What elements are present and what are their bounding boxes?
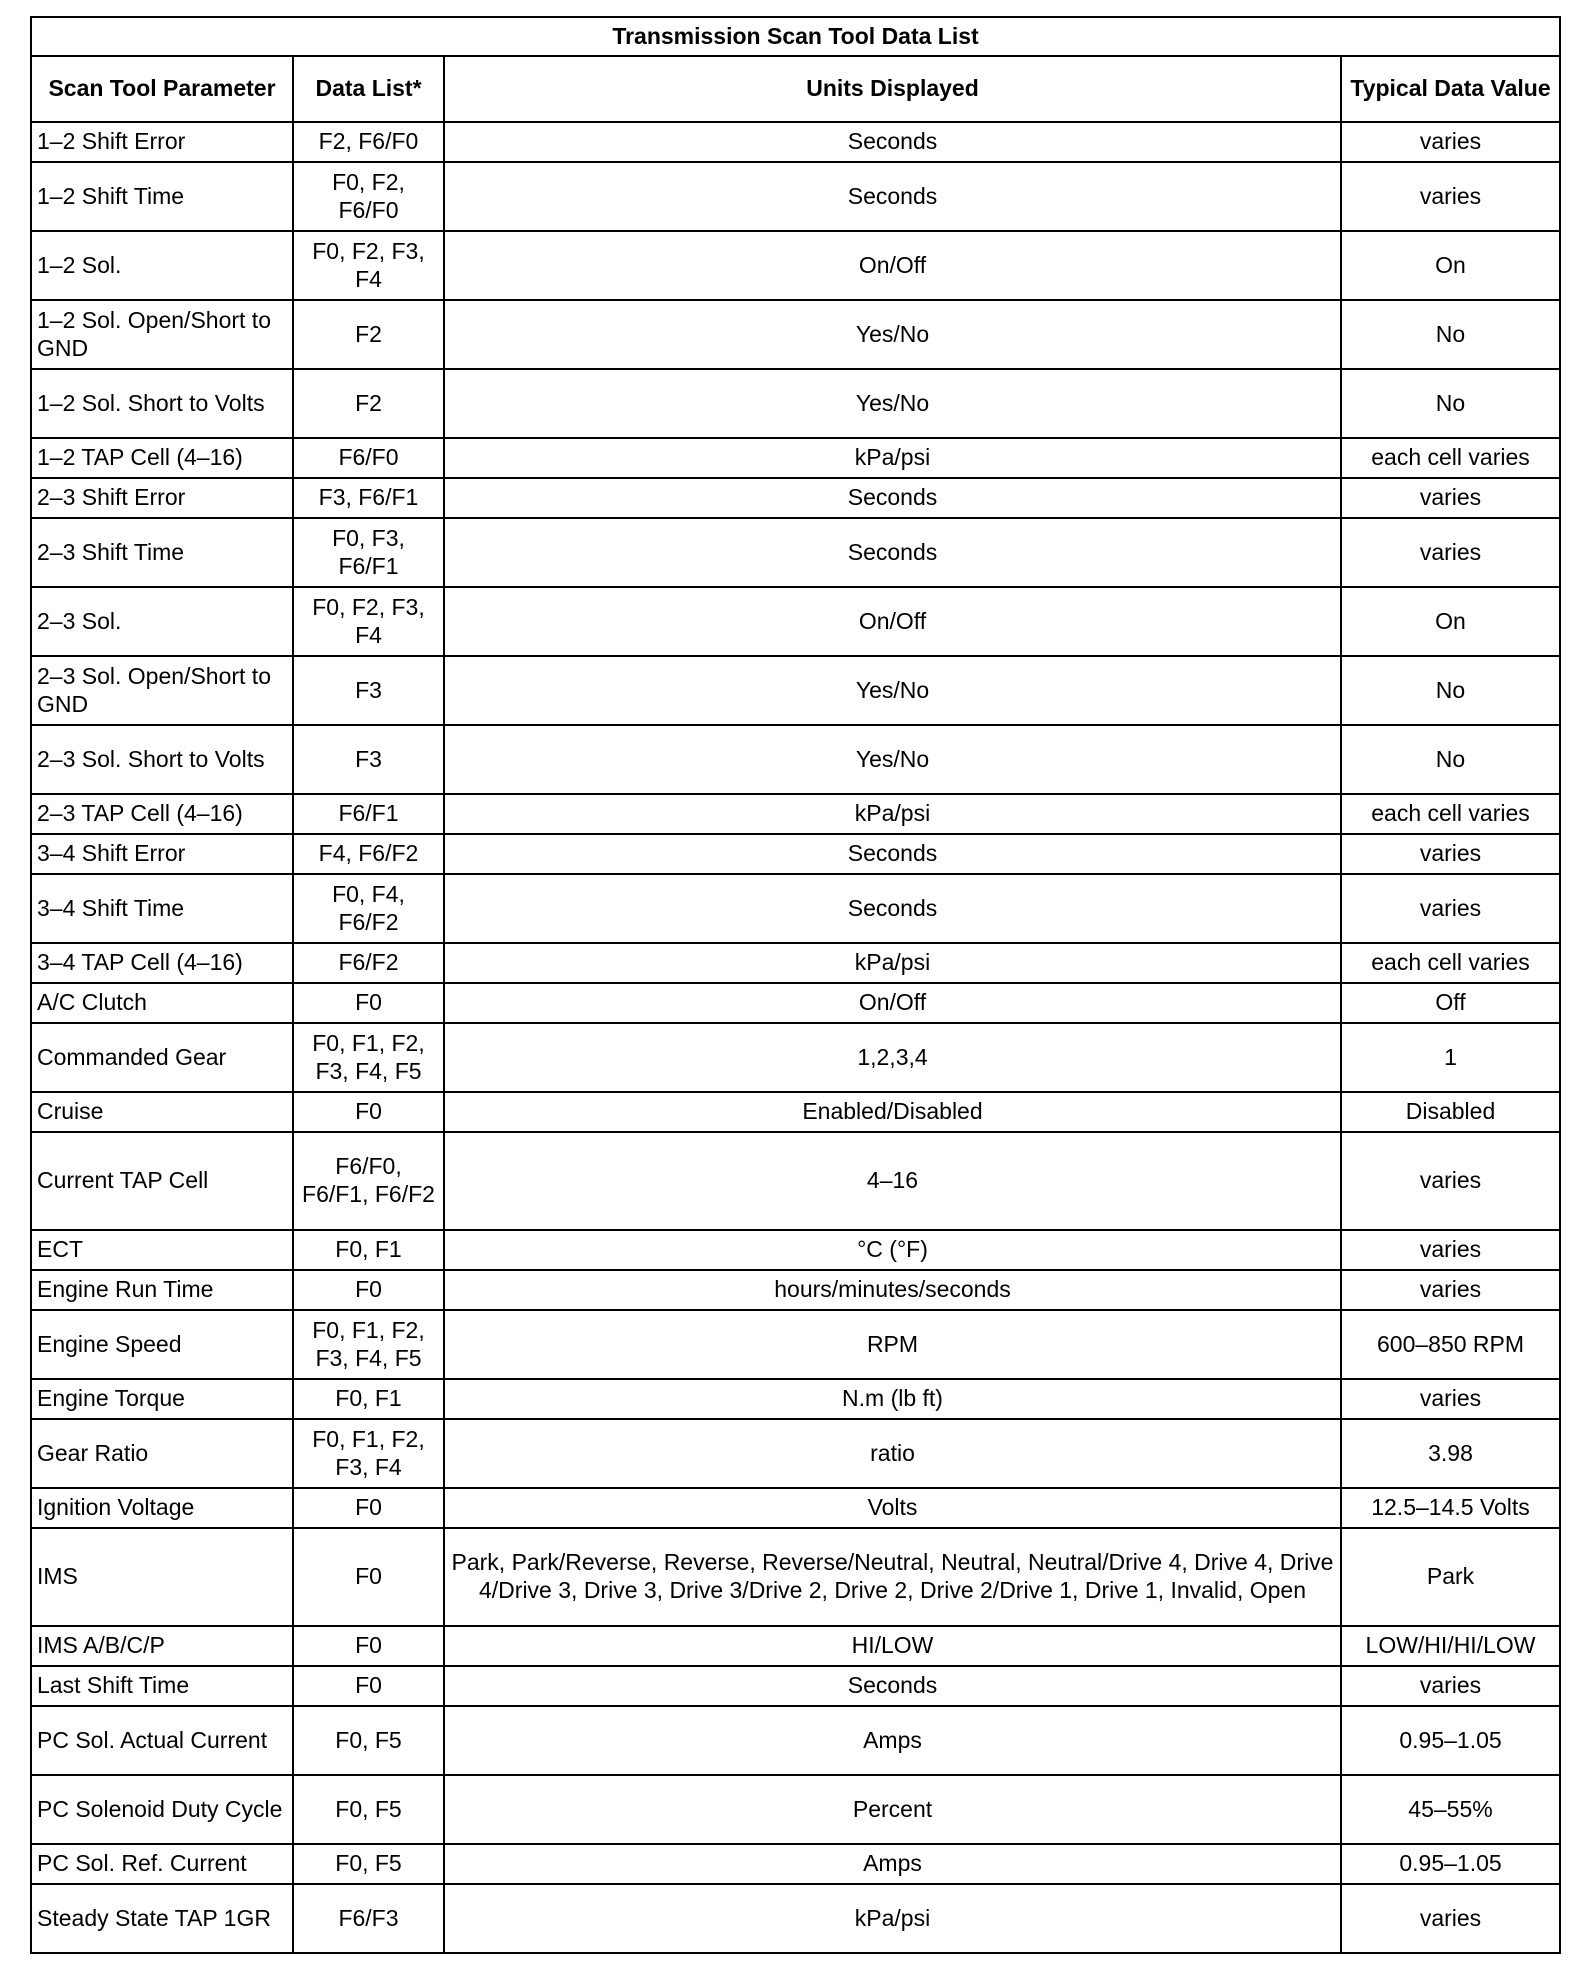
cell-data-list: F3 xyxy=(293,725,444,794)
cell-units: On/Off xyxy=(444,587,1341,656)
cell-data-list: F0, F2, F3, F4 xyxy=(293,587,444,656)
cell-param: 3–4 Shift Time xyxy=(31,874,293,943)
cell-units: Yes/No xyxy=(444,300,1341,369)
table-row xyxy=(31,300,1560,369)
cell-param: Engine Speed xyxy=(31,1310,293,1379)
cell-data-list: F0 xyxy=(293,1092,444,1132)
cell-units: N.m (lb ft) xyxy=(444,1379,1341,1419)
cell-typical: 45–55% xyxy=(1341,1775,1560,1844)
cell-typical: 0.95–1.05 xyxy=(1341,1844,1560,1884)
cell-typical: each cell varies xyxy=(1341,943,1560,983)
cell-typical: No xyxy=(1341,725,1560,794)
table-row xyxy=(31,725,1560,794)
cell-units: Seconds xyxy=(444,834,1341,874)
cell-typical: varies xyxy=(1341,1666,1560,1706)
table-row xyxy=(31,518,1560,587)
cell-param: Engine Run Time xyxy=(31,1270,293,1310)
cell-typical: varies xyxy=(1341,1270,1560,1310)
table-body xyxy=(31,122,1560,1953)
table-row xyxy=(31,122,1560,162)
cell-data-list: F0, F4, F6/F2 xyxy=(293,874,444,943)
cell-param: IMS xyxy=(31,1528,293,1626)
cell-units: On/Off xyxy=(444,983,1341,1023)
table-row xyxy=(31,162,1560,231)
cell-param: IMS A/B/C/P xyxy=(31,1626,293,1666)
table-row xyxy=(31,1419,1560,1488)
col-header-parameter: Scan Tool Parameter xyxy=(31,56,293,122)
cell-param: 1–2 Sol. xyxy=(31,231,293,300)
cell-data-list: F4, F6/F2 xyxy=(293,834,444,874)
table-row xyxy=(31,1706,1560,1775)
table-row xyxy=(31,943,1560,983)
cell-units: ratio xyxy=(444,1419,1341,1488)
cell-data-list: F0 xyxy=(293,1270,444,1310)
cell-param: 1–2 Sol. Open/Short to GND xyxy=(31,300,293,369)
cell-typical: 600–850 RPM xyxy=(1341,1310,1560,1379)
cell-units: Park, Park/Reverse, Reverse, Reverse/Neutral, Neutral, Neutral/Drive 4, Drive 4, Drive 4/Drive 3, Drive 3, Drive 3/Drive 2, Drive 2, Drive 2/Drive 1, Drive 1, Invalid, Open xyxy=(444,1528,1341,1626)
table-row xyxy=(31,983,1560,1023)
cell-data-list: F0 xyxy=(293,1488,444,1528)
table-row xyxy=(31,1775,1560,1844)
cell-param: 1–2 Sol. Short to Volts xyxy=(31,369,293,438)
table-row xyxy=(31,1310,1560,1379)
cell-typical: varies xyxy=(1341,478,1560,518)
cell-data-list: F6/F0, F6/F1, F6/F2 xyxy=(293,1132,444,1230)
table-row xyxy=(31,1270,1560,1310)
cell-units: kPa/psi xyxy=(444,1884,1341,1953)
cell-data-list: F0 xyxy=(293,983,444,1023)
cell-units: Seconds xyxy=(444,122,1341,162)
table-row xyxy=(31,1023,1560,1092)
cell-typical: On xyxy=(1341,587,1560,656)
cell-typical: 3.98 xyxy=(1341,1419,1560,1488)
table-title: Transmission Scan Tool Data List xyxy=(31,17,1560,56)
table-row xyxy=(31,1230,1560,1270)
cell-param: 2–3 Sol. Short to Volts xyxy=(31,725,293,794)
cell-data-list: F6/F0 xyxy=(293,438,444,478)
cell-units: Yes/No xyxy=(444,656,1341,725)
table-row xyxy=(31,587,1560,656)
cell-data-list: F2, F6/F0 xyxy=(293,122,444,162)
cell-typical: varies xyxy=(1341,1884,1560,1953)
cell-typical: varies xyxy=(1341,1379,1560,1419)
cell-data-list: F3 xyxy=(293,656,444,725)
cell-units: 4–16 xyxy=(444,1132,1341,1230)
cell-units: Seconds xyxy=(444,874,1341,943)
scan-tool-data-table xyxy=(30,16,1561,1954)
table-row xyxy=(31,438,1560,478)
cell-typical: 12.5–14.5 Volts xyxy=(1341,1488,1560,1528)
cell-units: 1,2,3,4 xyxy=(444,1023,1341,1092)
table-row xyxy=(31,231,1560,300)
cell-param: PC Sol. Ref. Current xyxy=(31,1844,293,1884)
cell-typical: each cell varies xyxy=(1341,794,1560,834)
cell-typical: No xyxy=(1341,300,1560,369)
cell-typical: No xyxy=(1341,656,1560,725)
cell-units: hours/minutes/seconds xyxy=(444,1270,1341,1310)
cell-data-list: F0, F2, F6/F0 xyxy=(293,162,444,231)
cell-data-list: F6/F2 xyxy=(293,943,444,983)
table-row xyxy=(31,1626,1560,1666)
cell-units: Amps xyxy=(444,1706,1341,1775)
col-header-units: Units Displayed xyxy=(444,56,1341,122)
cell-data-list: F0 xyxy=(293,1666,444,1706)
table-row xyxy=(31,369,1560,438)
cell-units: Percent xyxy=(444,1775,1341,1844)
cell-data-list: F0, F5 xyxy=(293,1706,444,1775)
cell-param: 3–4 TAP Cell (4–16) xyxy=(31,943,293,983)
cell-data-list: F0 xyxy=(293,1528,444,1626)
table-row xyxy=(31,1092,1560,1132)
cell-typical: 0.95–1.05 xyxy=(1341,1706,1560,1775)
cell-data-list: F0, F5 xyxy=(293,1775,444,1844)
cell-units: Yes/No xyxy=(444,725,1341,794)
cell-units: °C (°F) xyxy=(444,1230,1341,1270)
table-row xyxy=(31,1666,1560,1706)
cell-units: Enabled/Disabled xyxy=(444,1092,1341,1132)
table-row xyxy=(31,1132,1560,1230)
table-row xyxy=(31,478,1560,518)
cell-param: Current TAP Cell xyxy=(31,1132,293,1230)
cell-units: Yes/No xyxy=(444,369,1341,438)
table-row xyxy=(31,874,1560,943)
cell-data-list: F0, F5 xyxy=(293,1844,444,1884)
cell-units: Seconds xyxy=(444,518,1341,587)
cell-data-list: F0, F1, F2, F3, F4 xyxy=(293,1419,444,1488)
cell-param: Commanded Gear xyxy=(31,1023,293,1092)
cell-typical: varies xyxy=(1341,834,1560,874)
table-row xyxy=(31,1379,1560,1419)
cell-typical: varies xyxy=(1341,122,1560,162)
col-header-typical: Typical Data Value xyxy=(1341,56,1560,122)
cell-typical: varies xyxy=(1341,874,1560,943)
table-row xyxy=(31,834,1560,874)
cell-param: A/C Clutch xyxy=(31,983,293,1023)
cell-data-list: F0, F3, F6/F1 xyxy=(293,518,444,587)
cell-data-list: F2 xyxy=(293,300,444,369)
cell-data-list: F0 xyxy=(293,1626,444,1666)
cell-typical: No xyxy=(1341,369,1560,438)
cell-param: 1–2 Shift Error xyxy=(31,122,293,162)
cell-units: Amps xyxy=(444,1844,1341,1884)
cell-data-list: F6/F1 xyxy=(293,794,444,834)
table-row xyxy=(31,1844,1560,1884)
cell-typical: 1 xyxy=(1341,1023,1560,1092)
cell-param: Gear Ratio xyxy=(31,1419,293,1488)
cell-param: PC Sol. Actual Current xyxy=(31,1706,293,1775)
cell-typical: Off xyxy=(1341,983,1560,1023)
table-row xyxy=(31,656,1560,725)
cell-typical: LOW/HI/HI/LOW xyxy=(1341,1626,1560,1666)
cell-param: Engine Torque xyxy=(31,1379,293,1419)
cell-typical: each cell varies xyxy=(1341,438,1560,478)
cell-units: HI/LOW xyxy=(444,1626,1341,1666)
cell-data-list: F6/F3 xyxy=(293,1884,444,1953)
cell-param: 1–2 TAP Cell (4–16) xyxy=(31,438,293,478)
cell-typical: varies xyxy=(1341,162,1560,231)
cell-param: 2–3 Sol. xyxy=(31,587,293,656)
cell-units: Seconds xyxy=(444,1666,1341,1706)
cell-data-list: F0, F2, F3, F4 xyxy=(293,231,444,300)
cell-typical: varies xyxy=(1341,1132,1560,1230)
cell-param: 2–3 Shift Time xyxy=(31,518,293,587)
cell-data-list: F2 xyxy=(293,369,444,438)
cell-typical: Disabled xyxy=(1341,1092,1560,1132)
cell-data-list: F0, F1, F2, F3, F4, F5 xyxy=(293,1023,444,1092)
cell-param: Last Shift Time xyxy=(31,1666,293,1706)
cell-param: 2–3 Sol. Open/Short to GND xyxy=(31,656,293,725)
cell-param: Steady State TAP 1GR xyxy=(31,1884,293,1953)
table-row xyxy=(31,1528,1560,1626)
cell-param: 2–3 TAP Cell (4–16) xyxy=(31,794,293,834)
cell-data-list: F0, F1 xyxy=(293,1230,444,1270)
cell-param: 3–4 Shift Error xyxy=(31,834,293,874)
cell-units: Volts xyxy=(444,1488,1341,1528)
table-row xyxy=(31,794,1560,834)
cell-typical: varies xyxy=(1341,1230,1560,1270)
cell-data-list: F0, F1, F2, F3, F4, F5 xyxy=(293,1310,444,1379)
cell-param: Cruise xyxy=(31,1092,293,1132)
cell-typical: varies xyxy=(1341,518,1560,587)
table-row xyxy=(31,1884,1560,1953)
cell-units: Seconds xyxy=(444,162,1341,231)
col-header-data-list: Data List* xyxy=(293,56,444,122)
cell-units: On/Off xyxy=(444,231,1341,300)
cell-typical: On xyxy=(1341,231,1560,300)
cell-units: RPM xyxy=(444,1310,1341,1379)
cell-param: 2–3 Shift Error xyxy=(31,478,293,518)
cell-units: kPa/psi xyxy=(444,438,1341,478)
cell-param: PC Solenoid Duty Cycle xyxy=(31,1775,293,1844)
cell-typical: Park xyxy=(1341,1528,1560,1626)
cell-units: Seconds xyxy=(444,478,1341,518)
table-row xyxy=(31,1488,1560,1528)
cell-param: ECT xyxy=(31,1230,293,1270)
cell-param: Ignition Voltage xyxy=(31,1488,293,1528)
cell-units: kPa/psi xyxy=(444,794,1341,834)
cell-units: kPa/psi xyxy=(444,943,1341,983)
cell-data-list: F3, F6/F1 xyxy=(293,478,444,518)
cell-param: 1–2 Shift Time xyxy=(31,162,293,231)
cell-data-list: F0, F1 xyxy=(293,1379,444,1419)
